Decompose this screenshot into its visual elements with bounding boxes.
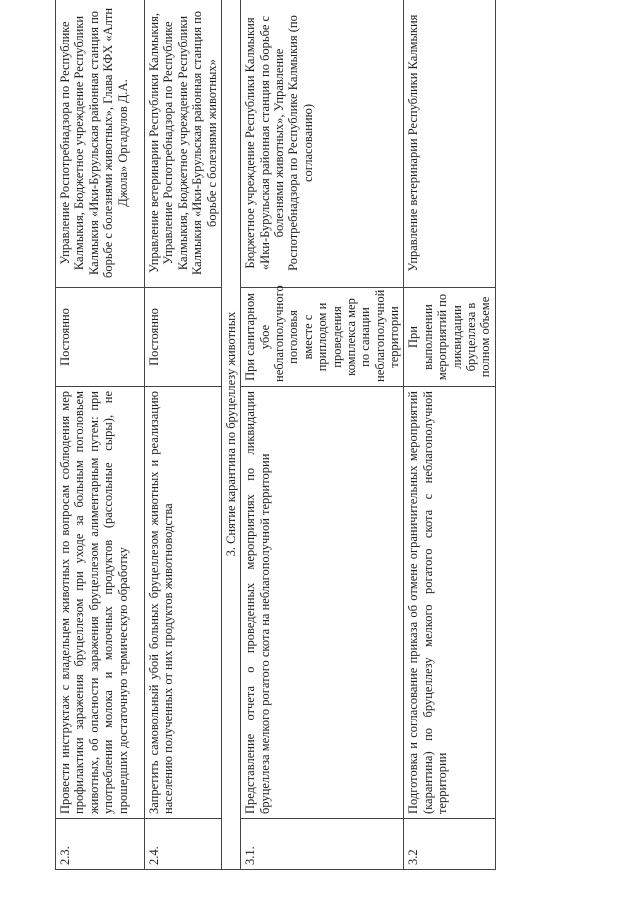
row-number: 3.1. [241,819,404,870]
measure-description: Запретить самовольный убой больных бруцеллезом животных и реализацию населению полученных от них продуктов животноводства [145,387,222,819]
table-row [145,0,222,870]
section-header-row [221,0,240,870]
table-row [241,0,404,870]
responsible-parties: Управление ветеринарии Республики Калмыкия, Управление Роспотребнадзора по Республике Калмыкия, Бюджетное учреждение Республики Калмыкия «Ики-Бурульская районная станция по борьбе с болезнями животных» [145,0,222,288]
responsible-parties: Управление ветеринарии Республики Калмыкия [404,0,495,288]
responsible-parties: Бюджетное учреждение Республики Калмыкия «Ики-Бурульская районная станция по борьбе с болезнями животных», Управление Роспотребнадзора по Республике Калмыкия (по согласованию) [241,0,404,288]
measure-term: При выполнении мероприятий по ликвидации бруцеллеза в полном объеме [404,288,495,387]
measure-term: Постоянно [145,288,222,387]
table-row [56,0,145,870]
measure-description: Представление отчета о проведенных мероприятиях по ликвидации бруцеллеза мелкого рогатого скота на неблагополучной территории [241,387,404,819]
responsible-parties: Управление Роспотребнадзора по Республике Калмыкия, Бюджетное учреждение Республики Калмыкия «Ики-Бурульская районная станция по борьбе с болезнями животных», Глава КФХ «Алтн Джола» Оргадулов Д.А. [56,0,145,288]
row-number: 2.3. [56,819,145,870]
measure-term: Постоянно [56,288,145,387]
measure-term: При санитарном убое неблагополучного поголовья вместе с приплодом и проведения комплекса мер по санации неблагополучной территории [241,288,404,387]
measure-description: Провести инструктаж с владельцем животных по вопросам соблюдения мер профилактики заражения бруцеллезом при уходе за больным поголовьем животных, об опасности заражения бруцеллезом алиментарным путем: при употреблении молока и молочных продуктов (рассольные сыры), не прошедших достаточную термическую обработку [56,387,145,819]
table-row [404,0,495,870]
rotated-document-page [55,7,585,870]
row-number: 3.2 [404,819,495,870]
section-title: 3. Снятие карантина по бруцеллезу животных [221,0,240,870]
measure-description: Подготовка и согласование приказа об отмене ограничительных мероприятий (карантина) по бруцеллезу мелкого рогатого скота с неблагополучной территории [404,387,495,819]
measures-table [55,0,496,870]
row-number: 2.4. [145,819,222,870]
